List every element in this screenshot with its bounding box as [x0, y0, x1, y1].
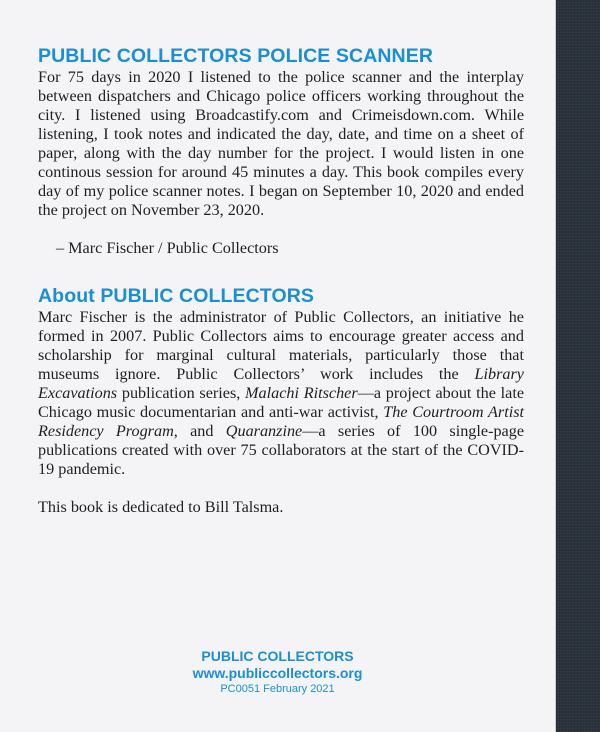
- content-block: [38, 44, 524, 517]
- author-signature: – Marc Fischer / Public Collectors: [56, 239, 279, 257]
- publisher-website: www.publiccollectors.org: [192, 665, 363, 681]
- publisher-name: PUBLIC COLLECTORS: [201, 648, 354, 664]
- publisher-footer: [0, 648, 555, 697]
- title-malachi-ritscher: Malachi Ritscher: [245, 384, 358, 402]
- section-heading-police-scanner: PUBLIC COLLECTORS POLICE SCANNER: [38, 45, 434, 67]
- title-courtroom-artist: The Courtroom Artist Residency Program: [38, 403, 525, 440]
- title-quaranzine: Quaranzine: [225, 422, 303, 440]
- project-description: For 75 days in 2020 I listened to the police scanner and the interplay between dispatchers and Chicago police officers working throughout the city. I listened using Broadcastify.com and Crimeisdown.com. While listening, I took notes and indicated the day, date, and time on a sheet of paper, along with the day number for the project. I would listen in one continous session for around 45 minutes a day. This book compiles every day of my police scanner notes. I began on September 10, 2020 and ended the project on November 23, 2020.: [38, 68, 524, 219]
- about-section: [38, 284, 524, 517]
- dedication: This book is dedicated to Bill Talsma.: [38, 498, 284, 516]
- catalog-number: PC0051 February 2021: [220, 683, 335, 695]
- about-description: Marc Fischer is the administrator of Public Collectors, an initiative he formed in 2007. Public Collectors aims to encourage greater access and scholarship for marginal cultural materials, particularly those that museums ignore. Public Collectors’ work includes the Library Excavations publication series, Malachi Ritscher—a project about the late Chicago music documentarian and anti-war activist, The Courtroom Artist Residency Program, and Quaranzine—a series of 100 single-page publications created with over 75 collaborators at the start of the COVID-19 pandemic.: [38, 308, 525, 478]
- title-library-excavations: Library Excavations: [38, 365, 524, 402]
- section-heading-about: About PUBLIC COLLECTORS: [38, 285, 315, 307]
- book-spine: [555, 0, 600, 732]
